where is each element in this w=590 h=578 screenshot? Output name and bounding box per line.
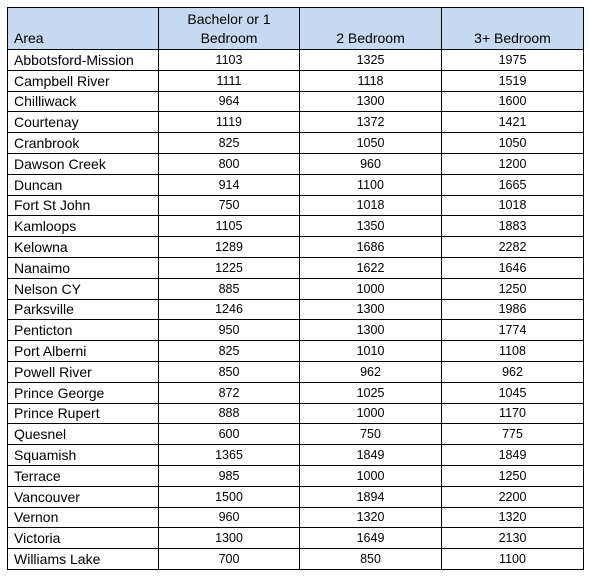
two-bedroom-cell: 1100 — [300, 174, 442, 195]
two-bedroom-cell: 1325 — [300, 50, 442, 71]
bachelor-1-bedroom-cell: 700 — [159, 549, 300, 570]
area-cell: Chilliwack — [8, 91, 159, 112]
table-row — [8, 174, 584, 195]
area-cell: Terrace — [8, 465, 159, 486]
area-cell: Parksville — [8, 299, 159, 320]
table-row — [8, 361, 584, 382]
table-row — [8, 528, 584, 549]
two-bedroom-cell: 1000 — [300, 403, 442, 424]
area-cell: Quesnel — [8, 424, 159, 445]
three-plus-bedroom-cell: 1108 — [442, 341, 584, 362]
three-plus-bedroom-cell: 1045 — [442, 382, 584, 403]
bachelor-1-bedroom-cell: 888 — [159, 403, 300, 424]
two-bedroom-cell: 850 — [300, 549, 442, 570]
bachelor-1-bedroom-cell: 1225 — [159, 257, 300, 278]
area-cell: Port Alberni — [8, 341, 159, 362]
area-cell: Prince Rupert — [8, 403, 159, 424]
bachelor-1-bedroom-cell: 914 — [159, 174, 300, 195]
table-row — [8, 320, 584, 341]
three-plus-bedroom-cell: 1519 — [442, 70, 584, 91]
table-row — [8, 278, 584, 299]
three-plus-bedroom-cell: 1600 — [442, 91, 584, 112]
two-bedroom-cell: 1050 — [300, 133, 442, 154]
table-body — [8, 50, 584, 570]
table-row — [8, 382, 584, 403]
rent-table-container — [7, 7, 584, 570]
three-plus-bedroom-cell: 1200 — [442, 153, 584, 174]
area-cell: Dawson Creek — [8, 153, 159, 174]
area-cell: Powell River — [8, 361, 159, 382]
three-plus-bedroom-cell: 962 — [442, 361, 584, 382]
three-plus-bedroom-cell: 1883 — [442, 216, 584, 237]
bachelor-1-bedroom-cell: 872 — [159, 382, 300, 403]
bachelor-1-bedroom-cell: 600 — [159, 424, 300, 445]
three-plus-bedroom-cell: 2200 — [442, 486, 584, 507]
table-row — [8, 216, 584, 237]
three-plus-bedroom-cell: 1421 — [442, 112, 584, 133]
table-row — [8, 50, 584, 71]
bachelor-1-bedroom-cell: 1300 — [159, 528, 300, 549]
table-row — [8, 153, 584, 174]
area-cell: Victoria — [8, 528, 159, 549]
table-row — [8, 341, 584, 362]
three-plus-bedroom-cell: 1849 — [442, 445, 584, 466]
bachelor-1-bedroom-cell: 985 — [159, 465, 300, 486]
bachelor-1-bedroom-cell: 950 — [159, 320, 300, 341]
table-row — [8, 112, 584, 133]
two-bedroom-cell: 1622 — [300, 257, 442, 278]
bachelor-1-bedroom-cell: 885 — [159, 278, 300, 299]
rent-table — [7, 7, 584, 570]
column-header-2-bedroom: 2 Bedroom — [300, 8, 442, 50]
two-bedroom-cell: 750 — [300, 424, 442, 445]
two-bedroom-cell: 1000 — [300, 278, 442, 299]
two-bedroom-cell: 1025 — [300, 382, 442, 403]
table-row — [8, 299, 584, 320]
table-row — [8, 237, 584, 258]
three-plus-bedroom-cell: 1018 — [442, 195, 584, 216]
three-plus-bedroom-cell: 1774 — [442, 320, 584, 341]
table-row — [8, 195, 584, 216]
three-plus-bedroom-cell: 1100 — [442, 549, 584, 570]
three-plus-bedroom-cell: 1646 — [442, 257, 584, 278]
table-row — [8, 549, 584, 570]
two-bedroom-cell: 1894 — [300, 486, 442, 507]
area-cell: Kamloops — [8, 216, 159, 237]
bachelor-1-bedroom-cell: 825 — [159, 133, 300, 154]
two-bedroom-cell: 1000 — [300, 465, 442, 486]
bachelor-1-bedroom-cell: 750 — [159, 195, 300, 216]
three-plus-bedroom-cell: 1170 — [442, 403, 584, 424]
bachelor-1-bedroom-cell: 1103 — [159, 50, 300, 71]
bachelor-1-bedroom-cell: 850 — [159, 361, 300, 382]
area-cell: Williams Lake — [8, 549, 159, 570]
bachelor-1-bedroom-cell: 1111 — [159, 70, 300, 91]
three-plus-bedroom-cell: 775 — [442, 424, 584, 445]
table-row — [8, 257, 584, 278]
two-bedroom-cell: 1018 — [300, 195, 442, 216]
area-cell: Penticton — [8, 320, 159, 341]
two-bedroom-cell: 960 — [300, 153, 442, 174]
bachelor-1-bedroom-cell: 964 — [159, 91, 300, 112]
column-header-bachelor-1-bedroom — [159, 8, 300, 50]
area-cell: Nelson CY — [8, 278, 159, 299]
bachelor-1-bedroom-cell: 1105 — [159, 216, 300, 237]
two-bedroom-cell: 1686 — [300, 237, 442, 258]
two-bedroom-cell: 1010 — [300, 341, 442, 362]
area-cell: Squamish — [8, 445, 159, 466]
area-cell: Duncan — [8, 174, 159, 195]
area-cell: Abbotsford-Mission — [8, 50, 159, 71]
table-row — [8, 507, 584, 528]
bachelor-1-bedroom-cell: 1500 — [159, 486, 300, 507]
two-bedroom-cell: 1649 — [300, 528, 442, 549]
table-row — [8, 486, 584, 507]
area-cell: Cranbrook — [8, 133, 159, 154]
two-bedroom-cell: 1300 — [300, 91, 442, 112]
area-cell: Courtenay — [8, 112, 159, 133]
bachelor-1-bedroom-cell: 960 — [159, 507, 300, 528]
area-cell: Vancouver — [8, 486, 159, 507]
bachelor-1-bedroom-cell: 1119 — [159, 112, 300, 133]
area-cell: Prince George — [8, 382, 159, 403]
area-cell: Kelowna — [8, 237, 159, 258]
table-row — [8, 424, 584, 445]
column-header-area: Area — [8, 8, 159, 50]
three-plus-bedroom-cell: 1250 — [442, 278, 584, 299]
area-cell: Fort St John — [8, 195, 159, 216]
column-header-3-plus-bedroom: 3+ Bedroom — [442, 8, 584, 50]
header-row — [8, 8, 584, 50]
column-header-bachelor-1-bedroom-label: Bachelor or 1 Bedroom — [187, 11, 271, 46]
three-plus-bedroom-cell: 1250 — [442, 465, 584, 486]
three-plus-bedroom-cell: 1986 — [442, 299, 584, 320]
two-bedroom-cell: 1300 — [300, 320, 442, 341]
bachelor-1-bedroom-cell: 825 — [159, 341, 300, 362]
bachelor-1-bedroom-cell: 1289 — [159, 237, 300, 258]
two-bedroom-cell: 1320 — [300, 507, 442, 528]
three-plus-bedroom-cell: 2282 — [442, 237, 584, 258]
table-row — [8, 465, 584, 486]
three-plus-bedroom-cell: 1665 — [442, 174, 584, 195]
two-bedroom-cell: 1300 — [300, 299, 442, 320]
two-bedroom-cell: 962 — [300, 361, 442, 382]
bachelor-1-bedroom-cell: 1365 — [159, 445, 300, 466]
table-row — [8, 403, 584, 424]
area-cell: Campbell River — [8, 70, 159, 91]
table-header — [8, 8, 584, 50]
table-row — [8, 133, 584, 154]
table-row — [8, 445, 584, 466]
two-bedroom-cell: 1849 — [300, 445, 442, 466]
area-cell: Nanaimo — [8, 257, 159, 278]
bachelor-1-bedroom-cell: 800 — [159, 153, 300, 174]
three-plus-bedroom-cell: 1050 — [442, 133, 584, 154]
three-plus-bedroom-cell: 1975 — [442, 50, 584, 71]
area-cell: Vernon — [8, 507, 159, 528]
table-row — [8, 91, 584, 112]
two-bedroom-cell: 1350 — [300, 216, 442, 237]
bachelor-1-bedroom-cell: 1246 — [159, 299, 300, 320]
three-plus-bedroom-cell: 2130 — [442, 528, 584, 549]
two-bedroom-cell: 1118 — [300, 70, 442, 91]
two-bedroom-cell: 1372 — [300, 112, 442, 133]
three-plus-bedroom-cell: 1320 — [442, 507, 584, 528]
table-row — [8, 70, 584, 91]
